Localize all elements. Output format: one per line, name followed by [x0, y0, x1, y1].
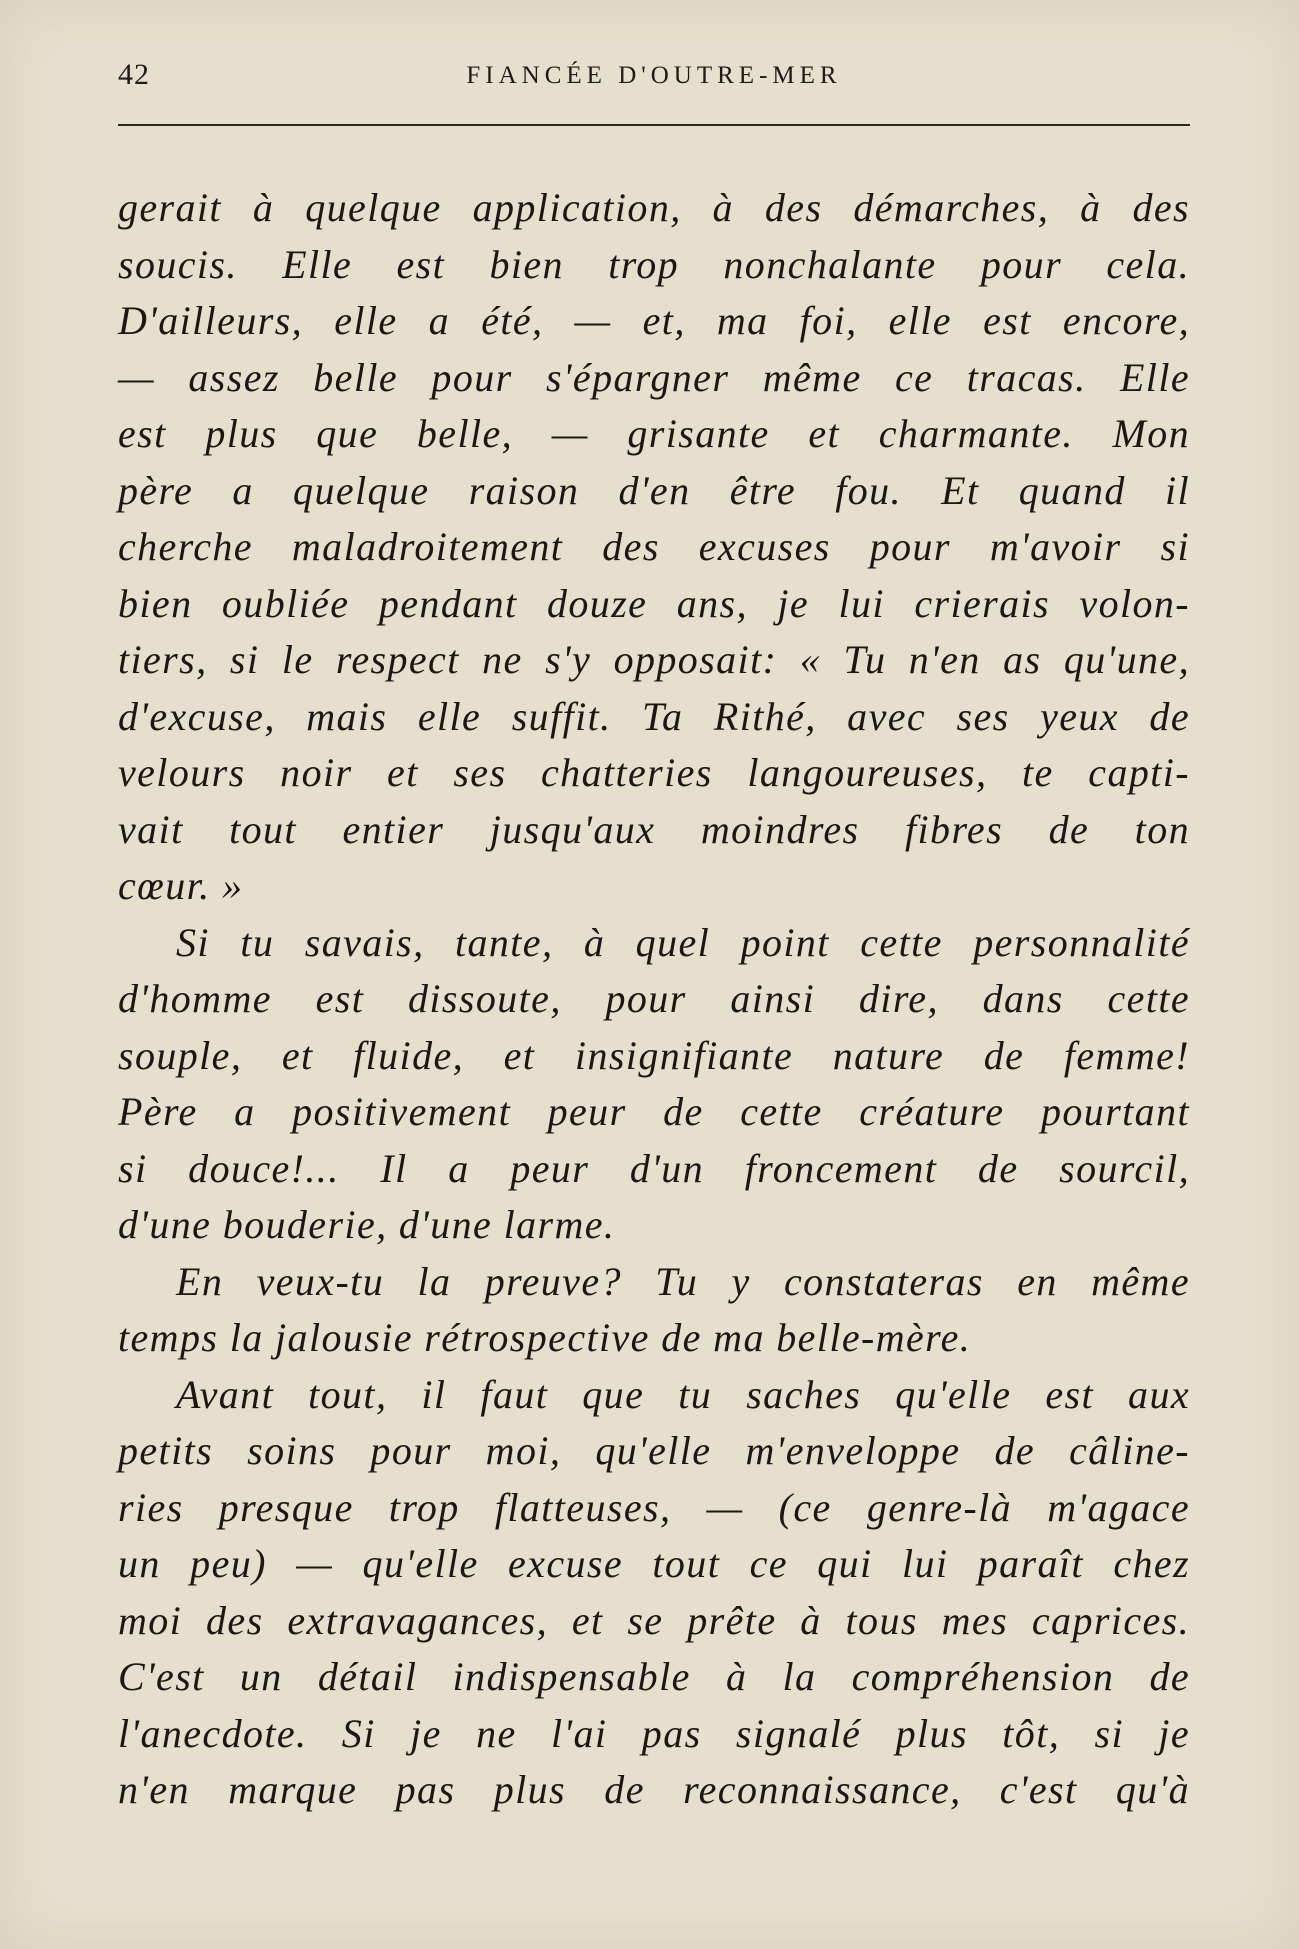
text-line: D'ailleurs, elle a été, — et, ma foi, elle est encore,: [118, 298, 1190, 343]
text-line: n'en marque pas plus de reconnaissance, c'est qu'à: [118, 1767, 1190, 1812]
page-header: [118, 58, 1190, 98]
text-line: cherche maladroitement des excuses pour m'avoir si: [118, 524, 1190, 569]
text-line: est plus que belle, — grisante et charmante. Mon: [118, 411, 1190, 456]
text-line: temps la jalousie rétrospective de ma belle-mère.: [118, 1315, 972, 1360]
text-line: si douce!... Il a peur d'un froncement de sourcil,: [118, 1145, 1190, 1191]
text-line: — assez belle pour s'épargner même ce tracas. Elle: [118, 354, 1190, 400]
text-line: soucis. Elle est bien trop nonchalante pour cela.: [118, 241, 1190, 287]
text-line: l'anecdote. Si je ne l'ai pas signalé plus tôt, si je: [118, 1710, 1190, 1756]
text-line: d'homme est dissoute, pour ainsi dire, dans cette: [118, 976, 1190, 1021]
text-line: velours noir et ses chatteries langoureuses, te capti-: [118, 750, 1190, 795]
text-line: Si tu savais, tante, à quel point cette personnalité: [176, 919, 1190, 965]
text-line: C'est un détail indispensable à la compréhension de: [118, 1654, 1190, 1699]
text-line: souple, et fluide, et insignifiante nature de femme!: [118, 1032, 1190, 1078]
text-line: d'excuse, mais elle suffit. Ta Rithé, avec ses yeux de: [118, 693, 1190, 739]
text-line: tiers, si le respect ne s'y opposait: « Tu n'en as qu'une,: [118, 637, 1190, 682]
text-line: un peu) — qu'elle excuse tout ce qui lui paraît chez: [118, 1541, 1190, 1586]
text-line: Père a positivement peur de cette créature pourtant: [118, 1089, 1190, 1134]
text-line: Avant tout, il faut que tu saches qu'elle est aux: [176, 1371, 1190, 1417]
text-line: vait tout entier jusqu'aux moindres fibres de ton: [118, 806, 1190, 852]
text-line: ries presque trop flatteuses, — (ce genre-là m'agace: [118, 1484, 1190, 1530]
text-line: père a quelque raison d'en être fou. Et quand il: [118, 467, 1190, 513]
header-rule: [118, 124, 1190, 126]
text-line: moi des extravagances, et se prête à tous mes caprices.: [118, 1597, 1190, 1643]
text-line: petits soins pour moi, qu'elle m'enveloppe de câline-: [118, 1428, 1190, 1473]
text-line: gerait à quelque application, à des démarches, à des: [118, 185, 1190, 230]
body-text: [118, 180, 1190, 1819]
page-number: 42: [118, 58, 150, 91]
text-line: bien oubliée pendant douze ans, je lui crierais volon-: [118, 580, 1190, 626]
text-line: En veux-tu la preuve? Tu y constateras en même: [176, 1258, 1190, 1304]
running-title: FIANCÉE D'OUTRE-MER: [466, 62, 842, 89]
text-line: d'une bouderie, d'une larme.: [118, 1202, 616, 1247]
text-line: cœur. »: [118, 863, 244, 908]
